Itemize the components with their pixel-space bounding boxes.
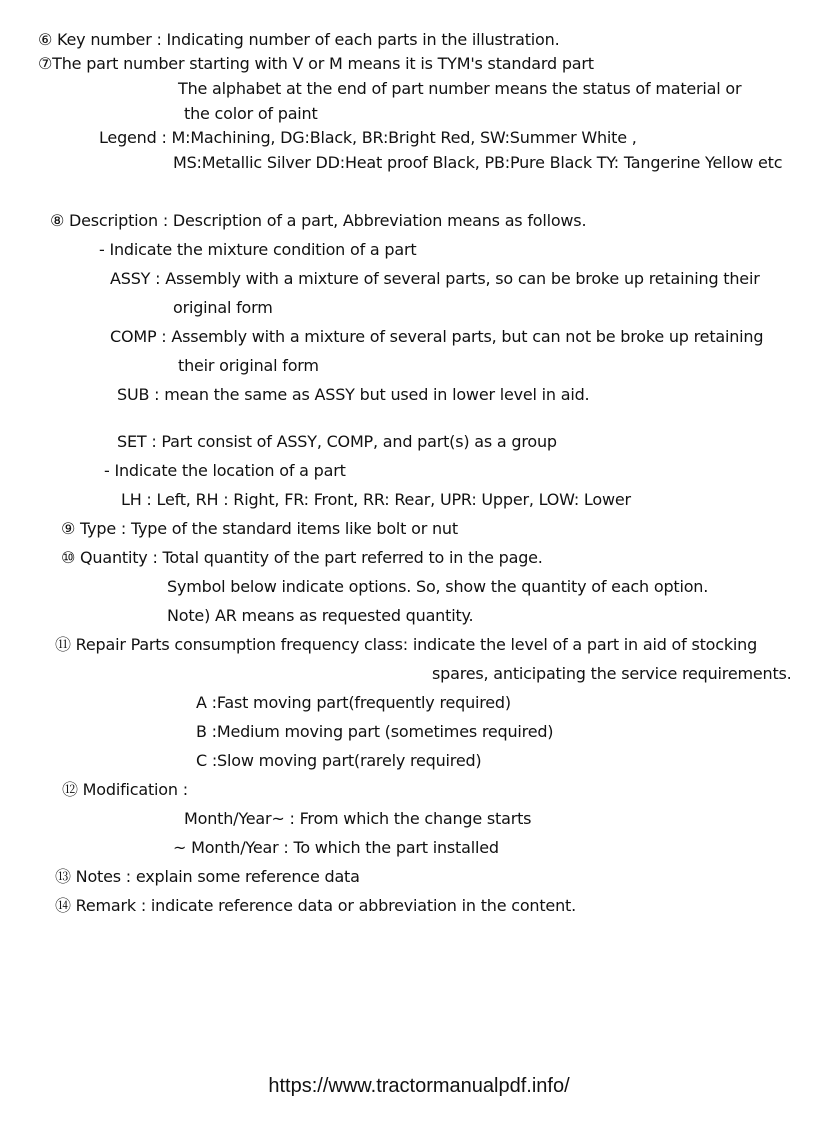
set-line: SET : Part consist of ASSY, COMP, and part(s) as a group: [117, 432, 557, 451]
assy-line-cont: original form: [173, 298, 273, 317]
comp-line-cont: their original form: [178, 356, 319, 375]
legend-line-2: MS:Metallic Silver DD:Heat proof Black, PB:Pure Black TY: Tangerine Yellow etc: [173, 153, 783, 172]
repair-parts-line: ⑪ Repair Parts consumption frequency class: indicate the level of a part in aid of stocking: [55, 635, 758, 654]
description-line: ⑧ Description : Description of a part, Abbreviation means as follows.: [50, 211, 587, 230]
modification-to-line: ~ Month/Year : To which the part installed: [173, 838, 499, 857]
quantity-line: ⑩ Quantity : Total quantity of the part referred to in the page.: [61, 548, 543, 567]
sub-line: SUB : mean the same as ASSY but used in lower level in aid.: [117, 385, 590, 404]
part-number-alphabet-cont: the color of paint: [184, 104, 318, 123]
key-number-line: ⑥ Key number : Indicating number of each parts in the illustration.: [38, 30, 560, 49]
class-b-line: B :Medium moving part (sometimes required): [196, 722, 554, 741]
quantity-options-line: Symbol below indicate options. So, show the quantity of each option.: [167, 577, 709, 596]
notes-line: ⑬ Notes : explain some reference data: [55, 867, 360, 886]
part-number-alphabet-line: The alphabet at the end of part number means the status of material or: [178, 79, 742, 98]
mixture-condition-heading: - Indicate the mixture condition of a part: [99, 240, 417, 259]
modification-from-line: Month/Year~ : From which the change starts: [184, 809, 532, 828]
comp-line: COMP : Assembly with a mixture of several parts, but can not be broke up retaining: [110, 327, 764, 346]
quantity-note-line: Note) AR means as requested quantity.: [167, 606, 474, 625]
part-number-line: ⑦The part number starting with V or M means it is TYM's standard part: [38, 54, 594, 73]
remark-line: ⑭ Remark : indicate reference data or abbreviation in the content.: [55, 896, 576, 915]
assy-line: ASSY : Assembly with a mixture of several parts, so can be broke up retaining their: [110, 269, 760, 288]
footer-url[interactable]: https://www.tractormanualpdf.info/: [268, 1075, 570, 1097]
class-a-line: A :Fast moving part(frequently required): [196, 693, 511, 712]
type-line: ⑨ Type : Type of the standard items like bolt or nut: [61, 519, 458, 538]
legend-line-1: Legend : M:Machining, DG:Black, BR:Bright Red, SW:Summer White ,: [99, 128, 637, 147]
repair-parts-line-cont: spares, anticipating the service requirements.: [432, 664, 792, 683]
location-abbreviations: LH : Left, RH : Right, FR: Front, RR: Rear, UPR: Upper, LOW: Lower: [121, 490, 631, 509]
modification-heading: ⑫ Modification :: [62, 780, 188, 799]
location-heading: - Indicate the location of a part: [104, 461, 346, 480]
class-c-line: C :Slow moving part(rarely required): [196, 751, 482, 770]
